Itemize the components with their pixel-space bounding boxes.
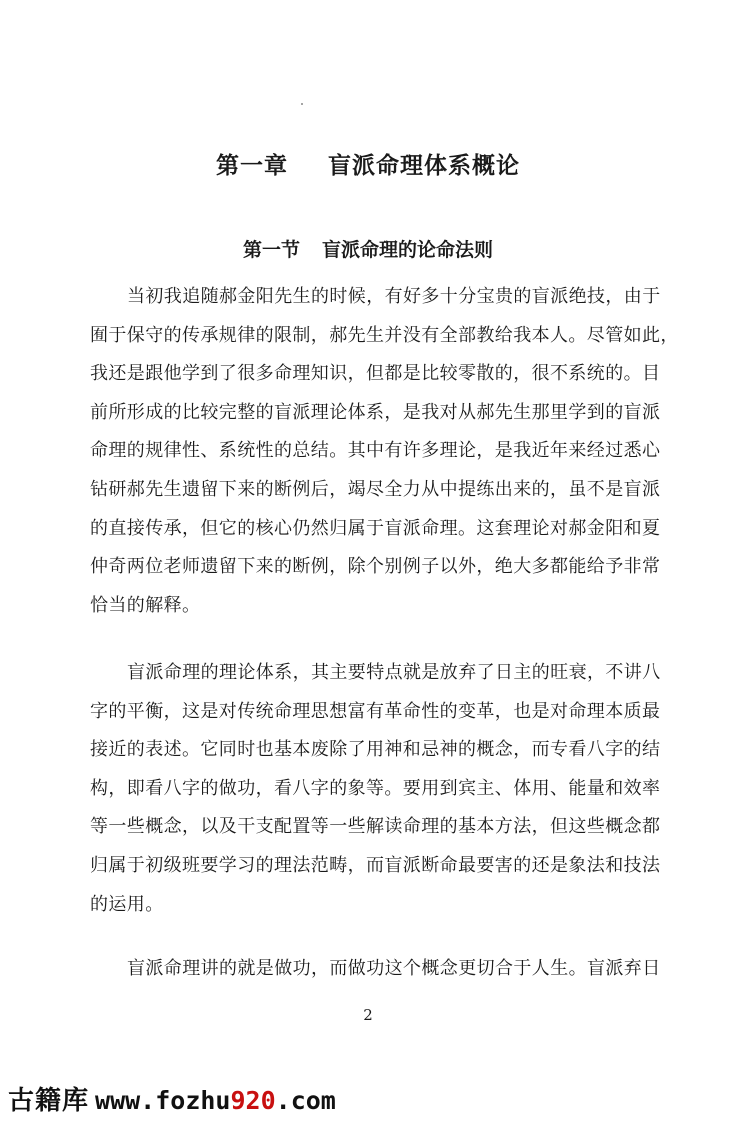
paragraph-line: 命理的规律性、系统性的总结。其中有许多理论，是我近年来经过悉心: [90, 440, 661, 462]
paragraph-line: 接近的表述。它同时也基本废除了用神和忌神的概念，而专看八字的结: [90, 739, 661, 761]
paragraph-line: 构，即看八字的做功，看八字的象等。要用到宾主、体用、能量和效率: [90, 777, 661, 799]
paragraph-line: 字的平衡，这是对传统命理思想富有革命性的变革，也是对命理本质最: [90, 700, 661, 722]
paragraph-line: 的运用。: [90, 893, 164, 915]
scan-speck: [301, 103, 303, 105]
paragraph-line: 前所形成的比较完整的盲派理论体系，是我对从郝先生那里学到的盲派: [90, 401, 661, 423]
watermark-url-number: 920: [230, 1086, 276, 1115]
section-title: 盲派命理的论命法则: [322, 239, 494, 261]
paragraph-line: 等一些概念，以及干支配置等一些解读命理的基本方法，但这些概念都: [90, 816, 661, 838]
watermark: [8, 1080, 336, 1117]
paragraph-line: 盲派命理的理论体系，其主要特点就是放弃了日主的旺衰，不讲八: [127, 662, 661, 683]
paragraph-line: 的直接传承，但它的核心仍然归属于盲派命理。这套理论对郝金阳和夏: [90, 517, 661, 539]
watermark-url-prefix: www.fozhu: [95, 1086, 231, 1115]
paragraph-line: 仲奇两位老师遗留下来的断例，除个别例子以外，绝大多都能给予非常: [90, 556, 661, 578]
watermark-site-name: 古籍库: [8, 1086, 90, 1116]
paragraph-2: [90, 654, 690, 924]
chapter-heading: [0, 147, 736, 180]
paragraph-3: [90, 950, 690, 989]
paragraph-line: 恰当的解释。: [90, 594, 201, 616]
paragraph-line: 当初我追随郝金阳先生的时候，有好多十分宝贵的盲派绝技，由于: [127, 286, 661, 307]
paragraph-1: [90, 278, 690, 625]
watermark-url: [95, 1086, 336, 1115]
chapter-number: 第一章: [216, 153, 288, 179]
section-number: 第一节: [242, 239, 300, 261]
paragraph-line: 归属于初级班要学习的理法范畴，而盲派断命最要害的还是象法和技法: [90, 854, 661, 876]
paragraph-line: 囿于保守的传承规律的限制，郝先生并没有全部教给我本人。尽管如此，: [90, 324, 679, 346]
section-heading: [0, 235, 736, 262]
paragraph-line: 钻研郝先生遗留下来的断例后，竭尽全力从中提练出来的，虽不是盲派: [90, 478, 661, 500]
page-number: 2: [363, 1006, 373, 1024]
chapter-title: 盲派命理体系概论: [328, 153, 520, 179]
paragraph-line: 盲派命理讲的就是做功，而做功这个概念更切合于人生。盲派弃日: [127, 958, 661, 979]
watermark-url-suffix: .com: [275, 1086, 336, 1115]
paragraph-line: 我还是跟他学到了很多命理知识，但都是比较零散的，很不系统的。目: [90, 363, 661, 385]
